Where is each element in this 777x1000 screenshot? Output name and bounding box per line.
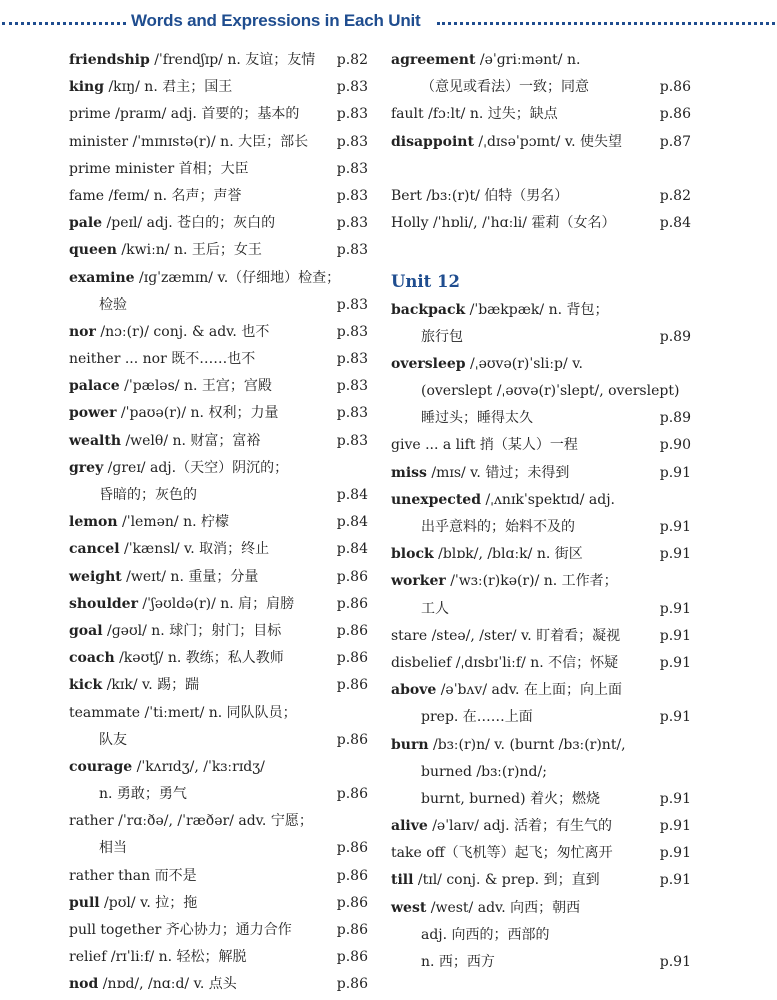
vocab-entry	[69, 156, 367, 183]
entry-text: take off（飞机等）起飞；匆忙离开	[391, 845, 613, 862]
vocab-entry	[391, 487, 691, 514]
entry-text: courage /ˈkʌrɪdʒ/, /ˈkɜːrɪdʒ/	[69, 758, 265, 775]
blank-line	[391, 237, 691, 264]
entry-text: prime minister 首相；大臣	[69, 160, 249, 177]
vocab-entry	[69, 672, 367, 699]
entry-text: pull /pʊl/ v. 拉；拖	[69, 894, 198, 911]
entry-text: n. 勇敢；勇气	[99, 786, 187, 803]
page-number: p.83	[336, 378, 368, 395]
vocab-entry	[69, 373, 367, 400]
entry-text: kick /kɪk/ v. 踢；踹	[69, 677, 200, 694]
entry-text: grey /ɡreɪ/ adj.（天空）阴沉的；	[69, 459, 289, 476]
vocab-entry	[69, 400, 367, 427]
vocab-entry	[69, 863, 367, 890]
page-number: p.83	[336, 187, 368, 204]
vocab-entry	[69, 237, 367, 264]
vocab-entry	[391, 759, 691, 786]
entry-text: rather than 而不是	[69, 867, 197, 884]
page-number: p.83	[336, 79, 368, 96]
entry-text: goal /ɡəʊl/ n. 球门；射门；目标	[69, 622, 282, 639]
page-number: p.91	[659, 464, 691, 481]
vocab-entry	[391, 704, 691, 731]
page-number: p.91	[659, 954, 691, 970]
vocab-entry	[69, 754, 367, 781]
entry-text: pull together 齐心协力；通力合作	[69, 922, 292, 938]
entry-text: 队友	[99, 731, 127, 748]
entry-text: relief /rɪˈliːf/ n. 轻松；解脱	[69, 949, 247, 966]
page-number: p.83	[336, 323, 368, 340]
entry-text: alive /əˈlaɪv/ adj. 活着；有生气的	[391, 818, 612, 835]
vocab-entry	[391, 101, 691, 128]
vocab-entry	[69, 319, 367, 346]
page-number: p.91	[659, 845, 691, 862]
vocab-entry	[391, 432, 691, 459]
page-number: p.91	[659, 654, 691, 671]
entry-text: fame /feɪm/ n. 名声；声誉	[69, 187, 242, 204]
entry-text: palace /ˈpæləs/ n. 王宫；宫殿	[69, 378, 272, 395]
entry-text: give ... a lift 捎（某人）一程	[391, 437, 578, 454]
vocab-entry	[69, 482, 367, 509]
page-number: p.86	[336, 840, 368, 857]
page-number: p.86	[336, 622, 368, 639]
entry-text: disappoint /ˌdɪsəˈpɔɪnt/ v. 使失望	[391, 133, 622, 150]
vocab-entry	[69, 890, 367, 917]
entry-text: 出乎意料的；始料不及的	[421, 519, 575, 535]
vocab-entry	[391, 324, 691, 351]
page-number: p.83	[336, 405, 368, 422]
vocab-entry	[69, 346, 367, 373]
entry-text: prep. 在……上面	[421, 709, 533, 726]
page-number: p.83	[336, 351, 368, 368]
page-number: p.84	[336, 514, 368, 531]
vocab-entry	[391, 895, 691, 922]
entry-text: west /west/ adv. 向西；朝西	[391, 899, 581, 916]
entry-text: minister /ˈmɪnɪstə(r)/ n. 大臣；部长	[69, 133, 309, 150]
vocab-entry	[391, 596, 691, 623]
page-number: p.89	[659, 328, 691, 345]
entry-text: rather /ˈrɑːðə/, /ˈræðər/ adv. 宁愿；	[69, 813, 313, 830]
page-number: p.84	[336, 487, 368, 503]
vocab-entry	[69, 808, 367, 835]
page-number: p.86	[336, 650, 368, 667]
vocab-entry	[69, 428, 367, 455]
entry-text: burn /bɜː(r)n/ v. (burnt /bɜː(r)nt/,	[391, 736, 626, 753]
vocab-entry	[391, 623, 691, 650]
header-dots-left	[2, 22, 126, 25]
entry-text: adj. 向西的；西部的	[421, 926, 550, 943]
entry-text: examine /ɪɡˈzæmɪn/ v.（仔细地）检查；	[69, 269, 341, 286]
page-number: p.86	[659, 106, 691, 123]
entry-text: unexpected /ˌʌnɪkˈspektɪd/ adj.	[391, 491, 615, 508]
page-number: p.83	[336, 242, 368, 259]
vocab-entry	[69, 645, 367, 672]
entry-text: above /əˈbʌv/ adv. 在上面；向上面	[391, 682, 622, 699]
vocab-entry	[69, 101, 367, 128]
entry-text: queen /kwiːn/ n. 王后；女王	[69, 242, 262, 259]
vocab-entry	[69, 265, 367, 292]
right-column	[391, 47, 691, 976]
vocab-entry	[69, 455, 367, 482]
page-number: p.84	[336, 541, 368, 558]
entry-text: power /ˈpaʊə(r)/ n. 权利；力量	[69, 405, 279, 422]
entry-text: lemon /ˈlemən/ n. 柠檬	[69, 514, 230, 531]
vocab-entry	[69, 618, 367, 645]
vocab-entry	[69, 74, 367, 101]
vocab-entry	[391, 568, 691, 595]
entry-text: backpack /ˈbækpæk/ n. 背包；	[391, 301, 609, 318]
vocab-entry	[391, 677, 691, 704]
vocab-entry	[391, 949, 691, 976]
vocab-entry	[69, 917, 367, 944]
vocab-entry	[69, 700, 367, 727]
page-number: p.86	[336, 731, 368, 748]
entry-text: weight /weɪt/ n. 重量；分量	[69, 568, 259, 585]
vocab-entry	[391, 351, 691, 378]
entry-text: 相当	[99, 840, 127, 857]
page-number: p.83	[336, 133, 368, 150]
page-number: p.83	[336, 160, 368, 177]
page-number: p.91	[659, 627, 691, 644]
page-number: p.83	[336, 296, 368, 313]
vocab-entry	[69, 564, 367, 591]
entry-text: 旅行包	[421, 328, 463, 345]
page-number: p.91	[659, 709, 691, 726]
entry-text: king /kɪŋ/ n. 君主；国王	[69, 79, 233, 96]
vocab-entry	[391, 650, 691, 677]
entry-text: agreement /əˈɡriːmənt/ n.	[391, 52, 581, 68]
vocab-entry	[69, 971, 367, 998]
page-number: p.91	[659, 600, 691, 617]
vocab-entry	[391, 867, 691, 894]
entry-text: block /blɒk/, /blɑːk/ n. 街区	[391, 546, 583, 563]
header-title: Words and Expressions in Each Unit	[131, 11, 421, 30]
vocab-entry	[391, 813, 691, 840]
vocab-entry	[391, 378, 691, 405]
vocab-entry	[69, 536, 367, 563]
vocab-entry	[69, 509, 367, 536]
vocab-entry	[69, 944, 367, 971]
vocab-entry	[69, 47, 367, 74]
page-number: p.89	[659, 410, 691, 427]
vocab-entry	[391, 514, 691, 541]
section-header	[0, 10, 777, 36]
page-number: p.82	[659, 187, 691, 204]
vocab-entry	[391, 129, 691, 156]
page-number: p.87	[659, 133, 691, 150]
vocab-entry	[69, 591, 367, 618]
page-number: p.86	[336, 976, 368, 993]
entry-text: shoulder /ˈʃəʊldə(r)/ n. 肩；肩膀	[69, 595, 295, 612]
entry-text: friendship /ˈfrendʃɪp/ n. 友谊；友情	[69, 52, 316, 68]
entry-text: 睡过头；睡得太久	[421, 410, 533, 427]
vocab-entry	[391, 732, 691, 759]
entry-text: cancel /ˈkænsl/ v. 取消；终止	[69, 541, 270, 558]
entry-text: oversleep /ˌəʊvə(r)ˈsliːp/ v.	[391, 355, 583, 372]
page-number: p.86	[336, 595, 368, 612]
vocab-entry	[391, 840, 691, 867]
entry-text: worker /ˈwɜː(r)kə(r)/ n. 工作者；	[391, 573, 618, 590]
page-number: p.91	[659, 818, 691, 835]
entry-text: （意见或看法）一致；同意	[421, 79, 589, 96]
entry-text: neither ... nor 既不……也不	[69, 351, 256, 368]
vocab-entry	[391, 786, 691, 813]
vocab-entry	[69, 210, 367, 237]
header-dots-right	[437, 22, 775, 25]
entry-text: 工人	[421, 600, 449, 617]
entry-text: 昏暗的；灰色的	[99, 487, 197, 503]
page-number: p.86	[336, 894, 368, 911]
vocab-entry	[69, 781, 367, 808]
page-number: p.91	[659, 790, 691, 807]
entry-text: wealth /welθ/ n. 财富；富裕	[69, 432, 261, 449]
page-number: p.83	[336, 215, 368, 232]
vocab-entry	[391, 47, 691, 74]
vocab-entry	[391, 460, 691, 487]
page-number: p.86	[336, 786, 368, 803]
page-number: p.90	[659, 437, 691, 454]
entry-text: (overslept /ˌəʊvə(r)ˈslept/, overslept)	[421, 383, 680, 400]
vocab-entry	[391, 922, 691, 949]
page-number: p.86	[659, 79, 691, 96]
page-number: p.82	[336, 52, 368, 68]
page-number: p.83	[336, 106, 368, 123]
vocab-entry	[69, 292, 367, 319]
entry-text: stare /steə/, /ster/ v. 盯着看；凝视	[391, 627, 621, 644]
entry-text: fault /fɔːlt/ n. 过失；缺点	[391, 106, 558, 123]
left-column	[69, 47, 367, 999]
entry-text: n. 西；西方	[421, 954, 495, 970]
entry-text: pale /peɪl/ adj. 苍白的；灰白的	[69, 215, 276, 232]
entry-text: till /tɪl/ conj. & prep. 到；直到	[391, 872, 600, 889]
entry-text: nod /nɒd/, /nɑːd/ v. 点头	[69, 976, 237, 993]
page-number: p.84	[659, 215, 691, 232]
entry-text: Bert /bɜː(r)t/ 伯特（男名）	[391, 187, 569, 204]
vocab-entry	[391, 541, 691, 568]
entry-text: teammate /ˈtiːmeɪt/ n. 同队队员；	[69, 704, 297, 721]
vocab-entry	[391, 297, 691, 324]
blank-line	[391, 156, 691, 183]
page-number: p.86	[336, 922, 368, 938]
vocab-entry	[391, 74, 691, 101]
entry-text: burnt, burned) 着火；燃烧	[421, 790, 601, 807]
page-number: p.86	[336, 568, 368, 585]
vocab-entry	[69, 727, 367, 754]
vocab-entry	[391, 183, 691, 210]
vocab-entry	[69, 183, 367, 210]
vocab-entry	[69, 129, 367, 156]
page-number: p.83	[336, 432, 368, 449]
entry-text: 检验	[99, 296, 127, 313]
entry-text: nor /nɔː(r)/ conj. & adv. 也不	[69, 323, 270, 340]
vocab-entry	[69, 835, 367, 862]
unit-heading: Unit 12	[391, 271, 460, 291]
page-number: p.91	[659, 872, 691, 889]
entry-text: Holly /ˈhɒli/, /ˈhɑːli/ 霍莉（女名）	[391, 215, 616, 232]
entry-text: burned /bɜː(r)nd/;	[421, 763, 547, 780]
entry-text: miss /mɪs/ v. 错过；未得到	[391, 464, 570, 481]
page-number: p.86	[336, 867, 368, 884]
page-number: p.91	[659, 519, 691, 535]
entry-text: prime /praɪm/ adj. 首要的；基本的	[69, 106, 300, 123]
page-number: p.86	[336, 949, 368, 966]
vocab-entry	[391, 405, 691, 432]
vocab-entry	[391, 210, 691, 237]
page-number: p.86	[336, 677, 368, 694]
entry-text: disbelief /ˌdɪsbɪˈliːf/ n. 不信；怀疑	[391, 654, 619, 671]
entry-text: coach /kəʊtʃ/ n. 教练；私人教师	[69, 650, 284, 667]
page-number: p.91	[659, 546, 691, 563]
